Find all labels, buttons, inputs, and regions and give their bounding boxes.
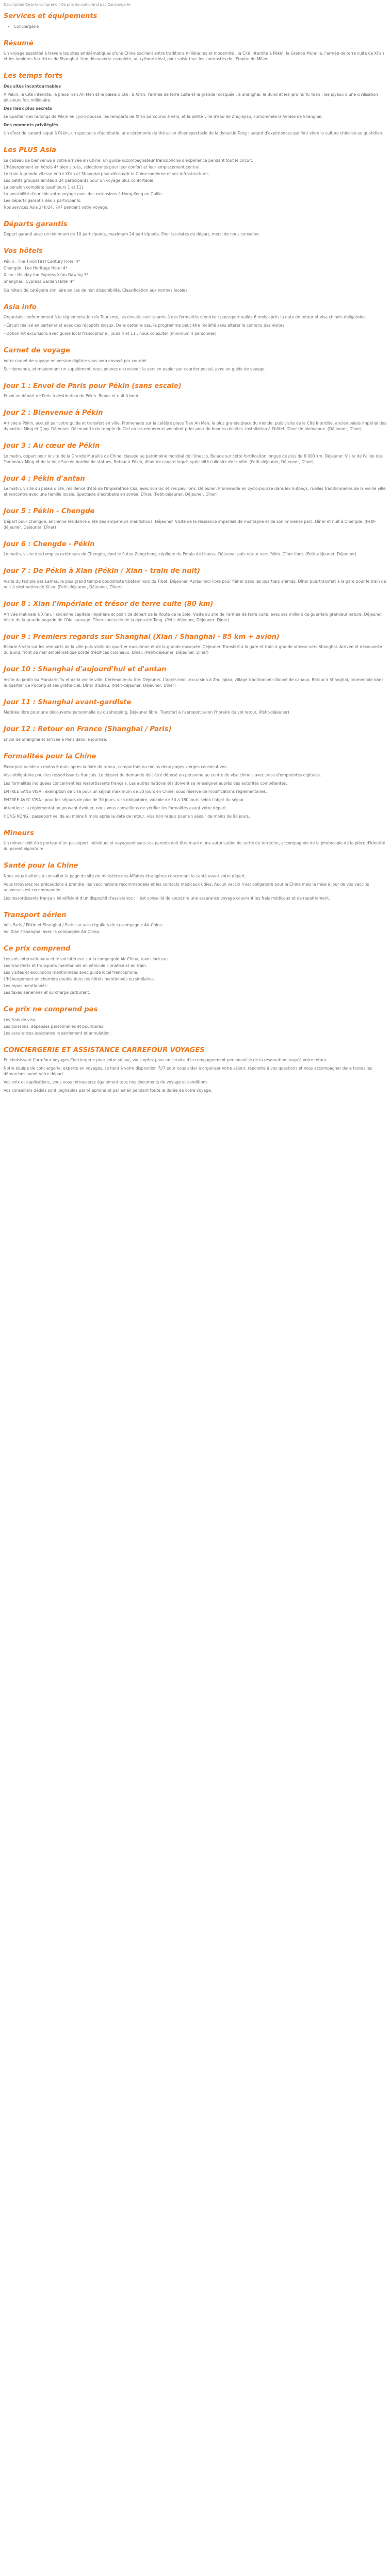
day-heading: Jour 9 : Premiers regards sur Shanghai (Xian / Shanghai - 85 km + avion) [4,633,280,641]
day-heading: Jour 3 : Au cœur de Pékin [4,442,100,450]
sante-text: Les ressortissants français bénéficient d'un dispositif d'assistance : il est conseillé de souscrire une assurance voyage couvrant les frais médicaux et de rapatriement. [4,895,330,901]
formalites-text: ENTRÉE SANS VISA : exemption de visa pour un séjour maximum de 30 jours en Chine, sous réserve de modifications réglementaires. [4,789,267,794]
section-heading-resume: Résumé [4,39,34,47]
day-text: Arrivée matinale à Xi'an, l'ancienne capitale impériale et point de départ de la Route de la Soie. Visite du site de l'armée de terre cuite, avec ses milliers de guerriers grandeur nature. Déjeuner. Visite de la grande pagode de l'Oie sauvage. Dîner-spectacle de la dynastie Tang. (Petit-déjeuner, Déjeuner, Dîner) [4,612,383,622]
section-heading-conciergerie: CONCIERGERIE ET ASSISTANCE CARREFOUR VOYAGES [4,1046,205,1054]
section-heading-mineurs: Mineurs [4,829,34,837]
services-list [4,24,387,29]
hotel-item: Chengde : Lee Heritage Hotel 4* [4,265,68,270]
mineurs-text: Un mineur doit être porteur d'un passeport individuel et voyageant sans ses parents doit être muni d'une autorisation de sortie du territoire, accompagnée de la photocopie de la pièce d'identité du parent signataire. [4,841,385,852]
day-heading: Jour 12 : Retour en France (Shanghai / Paris) [4,725,172,734]
hotel-item: Shanghai : Cypress Garden Hotel 4* [4,279,74,284]
day-heading: Jour 5 : Pékin - Chengde [4,507,95,516]
carnet-text: Sur demande, et moyennant un supplément, vous pouvez en recevoir la version papier par courrier postal, avec un guide de voyage. [4,366,266,371]
day-text: Balade à vélo sur les remparts de la ville puis visite du quartier musulman et de la grande mosquée. Déjeuner. Transfert à la gare et train à grande vitesse vers Shanghai. Arrivée et découverte du Bund, front de mer emblématique bordé d'édifices coloniaux. Dîner. (Petit-déjeuner, Déjeuner, Dîner) [4,645,382,655]
formalites-text: Visa obligatoire pour les ressortissants français. Le dossier de demande doit être déposé en personne au centre de visa chinois avec prise d'empreintes digitales. [4,772,321,777]
prix-comprend-list [4,956,387,995]
section-heading-carnet: Carnet de voyage [4,347,70,355]
day-heading: Jour 7 : De Pékin à Xian (Pékin / Xian - train de nuit) [4,567,201,575]
prix-ne-comprend-list [4,1017,387,1036]
formalites-text: Attention : la réglementation pouvant évoluer, nous vous conseillons de vérifier les formalités avant votre départ. [4,805,227,810]
plus-asia-item: Nos services Asia 24h/24, 7j/7 pendant votre voyage. [4,205,109,210]
temps-forts-text: Un dîner de canard laqué à Pékin, un spectacle d'acrobatie, une cérémonie du thé et un dîner-spectacle de la dynastie Tang : autant d'expériences qui font vivre la culture chinoise au quotidien. [4,130,383,135]
prix-comprend-item: Les taxes aériennes et surcharge carburant. [4,990,90,995]
plus-asia-item: L'hébergement en hôtels 4* bien situés, sélectionnés pour leur confort et leur emplacement central. [4,164,201,170]
section-heading-departs: Départs garantis [4,220,68,228]
conciergerie-text: Vos voix et applications, vous vous retrouverez également tous nos documents de voyage et conditions. [4,1080,209,1085]
section-heading-services: Services et équipements [4,12,97,21]
day-text: Le matin, visite des temples extérieurs de Chengde, dont le Putuo Zongcheng, réplique du Potala de Lhassa. Déjeuner puis retour vers Pékin. Dîner libre. (Petit-déjeuner, Déjeuner) [4,552,356,557]
sante-text: Vous trouverez les précautions à prendre, les vaccinations recommandées et les contacts médicaux utiles. Aucun vaccin n'est obligatoire pour la Chine mais la mise à jour de vos vaccins universels est recommandée. [4,882,369,892]
day-text: Envol de Shanghai et arrivée à Paris dans la journée. [4,737,107,742]
formalites-text: Passeport valide au moins 6 mois après la date de retour, comportant au moins deux pages vierges consécutives. [4,764,228,769]
carnet-text: Votre carnet de voyage en version digitale vous sera envoyé par courriel. [4,358,148,363]
day-text: Le matin, visite du palais d'Été, résidence d'été de l'impératrice Cixi, avec son lac et ses pavillons. Déjeuner. Promenade en cyclo-pousse dans les hutongs, ruelles traditionnelles de la vieille ville, et rencontre avec une famille locale. Spectacle d'acrobatie en soirée. Dîner. (Petit-déjeuner, Déjeuner, Dîner) [4,486,387,497]
section-heading-plus-asia: Les PLUS Asia [4,146,56,154]
day-heading: Jour 2 : Bienvenue à Pékin [4,409,103,417]
day-heading: Jour 6 : Chengde - Pékin [4,540,95,548]
transport-item: Vols Paris / Pékin et Shanghai / Paris sur vols réguliers de la compagnie Air China. [4,923,164,928]
transport-item: Vol Xian / Shanghai avec la compagnie Air China. [4,929,100,935]
prix-comprend-item: Les repas mentionnés. [4,983,48,988]
prix-comprend-item: Les visites et excursions mentionnées avec guide local francophone. [4,970,139,975]
section-heading-hotels: Vos hôtels [4,247,43,256]
conciergerie-text: En choisissant Carrefour Voyages Conciergerie pour votre séjour, vous optez pour un service d'accompagnement personnalisé de la réservation jusqu'à votre retour. [4,1058,328,1063]
prix-ne-comprend-item: Les assurances assistance rapatriement et annulation. [4,1030,111,1036]
temps-forts-subtitle: Des sites incontournables [4,83,61,89]
departs-text: Départ garanti avec un minimum de 10 participants, maximum 24 participants. Pour les dates de départ, merci de nous consulter. [4,232,260,237]
breadcrumb: Description Ce prix comprend | Ce prix ne comprend pas Conciergerie [4,3,131,7]
temps-forts-subtitle: Des lieux plus secrets [4,106,52,111]
day-heading: Jour 1 : Envol de Paris pour Pékin (sans escale) [4,382,182,390]
day-heading: Jour 4 : Pékin d'antan [4,474,85,483]
section-heading-formalites: Formalités pour la Chine [4,753,96,761]
services-item: • Conciergerie [14,24,387,29]
plus-asia-list [4,158,387,210]
formalites-text: ENTRÉE AVEC VISA : pour les séjours de plus de 30 jours, visa obligatoire, valable de 30 à 180 jours selon l'objet du séjour. [4,797,245,802]
resume-text: Un voyage essentiel à travers les sites emblématiques d'une Chine oscillant entre traditions millénaires et modernité : la Cité Interdite à Pékin, la Grande Muraille, l'armée de terre cuite de Xi'an et les lumières futuristes de Shanghai. Une découverte complète, au rythme idéal, pour saisir tous les contrastes de l'Empire du Milieu. [4,51,384,62]
section-heading-transport: Transport aérien [4,911,67,919]
section-heading-temps-forts: Les temps forts [4,72,63,80]
temps-forts-subtitle: Des moments privilégiés [4,122,58,127]
hotels-note: Ou hôtels de catégorie similaire en cas de non disponibilité. Classification aux normes locales. [4,287,189,293]
day-heading: Jour 11 : Shanghai avant-gardiste [4,698,132,706]
formalites-text: Les formalités indiquées concernent les ressortissants français. Les autres nationalités doivent se renseigner auprès des autorités compétentes. [4,781,287,786]
plus-asia-item: La pension complète (sauf jours 1 et 11). [4,184,85,190]
asia-info-text: - Option Kit excursions avec guide local francophone : jours 4 et 11 : nous consulter (minimum 4 personnes). [4,331,218,336]
plus-asia-item: Le cadeau de bienvenue à votre arrivée en Chine, un guide-accompagnateur francophone d'expérience pendant tout le circuit. [4,158,253,163]
prix-comprend-item: Les vols internationaux et le vol intérieur sur la compagnie Air China, taxes incluses. [4,956,170,961]
prix-comprend-item: Les transferts et transports mentionnés en véhicule climatisé et en train. [4,963,148,968]
prix-ne-comprend-item: Les frais de visa. [4,1017,37,1022]
section-heading-prix-comprend: Ce prix comprend [4,945,71,953]
hotel-item: Pékin : The Tivoli First Century Hotel 4* [4,259,80,264]
conciergerie-text: Notre équipe de conciergerie, experte en voyages, se tient à votre disposition 7j/7 pour vous aider à organiser votre séjour, répondre à vos questions et vous accompagner dans toutes les démarches avant votre départ. [4,1066,372,1077]
hotel-item: Xi'an : Holiday Inn Express Xi'an Dawing 3* [4,272,89,277]
sante-text: Nous vous invitons à consulter la page du site du ministère des Affaires étrangères concernant la santé avant votre départ. [4,873,247,878]
asia-info-text: - Circuit réalisé en partenariat avec des réceptifs locaux. Dans certains cas, le programme peut être modifié sans altérer le contenu des visites. [4,323,286,328]
day-text: Le matin, départ pour le site de la Grande Muraille de Chine, classée au patrimoine mondial de l'Unesco. Balade sur cette fortification longue de plus de 6 000 km. Déjeuner. Visite de l'allée des Tombeaux Ming et de la Voie Sacrée bordée de statues. Retour à Pékin, dîner de canard laqué, spécialité culinaire de la ville. (Petit-déjeuner, Déjeuner, Dîner) [4,453,383,464]
conciergerie-text: Vos conseillers dédiés sont joignables par téléphone et par email pendant toute la durée de votre voyage. [4,1088,213,1093]
plus-asia-item: Les départs garantis dès 2 participants. [4,198,82,203]
section-heading-sante: Santé pour la Chine [4,862,78,870]
hotels-list [4,259,387,284]
prix-ne-comprend-item: Les boissons, dépenses personnelles et pourboires. [4,1024,105,1029]
day-text: Arrivée à Pékin, accueil par votre guide et transfert en ville. Promenade sur la célèbre place Tian An Men, la plus grande place du monde, puis visite de la Cité Interdite, ancien palais impérial des dynasties Ming et Qing. Déjeuner. Découverte du temple du Ciel où les empereurs venaient prier pour de bonnes récoltes. Installation à l'hôtel. Dîner de bienvenue. (Déjeuner, Dîner) [4,421,386,432]
transport-list [4,922,387,935]
page-root [0,0,391,1108]
section-heading-asia-info: Asia info [4,303,37,311]
temps-forts-text: Le quartier des hutongs de Pékin en cyclo-pousse, les remparts de Xi'an parcourus à vélo, et la petite ville d'eau de Zhujiajiao, surnommée la Venise de Shanghai. [4,114,323,119]
day-heading: Jour 10 : Shanghai d'aujourd'hui et d'antan [4,666,167,674]
day-text: Départ pour Chengde, ancienne résidence d'été des empereurs mandchous. Déjeuner. Visite de la résidence impériale de montagne et de son immense parc. Dîner et nuit à Chengde. (Petit-déjeuner, Déjeuner, Dîner) [4,519,377,530]
section-heading-prix-ne-comprend: Ce prix ne comprend pas [4,1005,98,1013]
temps-forts-text: À Pékin, la Cité Interdite, la place Tian An Men et le palais d'Été ; à Xi'an, l'armée de terre cuite et la grande mosquée ; à Shanghai, le Bund et les jardins Yu Yuan : les joyaux d'une civilisation plusieurs fois millénaire. [4,92,378,103]
day-heading: Jour 8 : Xian l'impériale et trésor de terre cuite (80 km) [4,600,214,608]
plus-asia-item: Les petits groupes limités à 24 participants pour un voyage plus confortable. [4,178,155,183]
asia-info-text: Organisés conformément à la réglementation du Tourisme, les circuits sont soumis à des formalités d'entrée : passeport valide 6 mois après la date de retour et visa chinois obligatoire. [4,315,366,320]
day-text: Visite du jardin du Mandarin Yu et de la vieille ville. Cérémonie du thé. Déjeuner. L'après-midi, excursion à Zhujiajiao, village traditionnel sillonné de canaux. Retour à Shanghai, promenade dans le quartier de Pudong et ses gratte-ciel. Dîner d'adieu. (Petit-déjeuner, Déjeuner, Dîner) [4,677,384,688]
plus-asia-item: Le train à grande vitesse entre Xi'an et Shanghai pour découvrir la Chine moderne et ses infrastructures. [4,171,210,176]
formalites-text: HONG KONG : passeport valide au moins 6 mois après la date de retour, visa non requis pour un séjour de moins de 90 jours. [4,814,250,819]
plus-asia-item: La possibilité d'enrichir votre voyage avec des extensions à Hong Kong ou Guilin. [4,191,164,196]
prix-comprend-item: L'hébergement en chambre double dans les hôtels mentionnés ou similaires. [4,976,155,981]
day-text: Visite du temple des Lamas, le plus grand temple bouddhiste tibétain hors du Tibet. Déjeuner. Après-midi libre pour flâner dans les quartiers animés. Dîner puis transfert à la gare pour le train de nuit à destination de Xi'an. (Petit-déjeuner, Déjeuner, Dîner) [4,579,386,590]
day-text: Envol au départ de Paris à destination de Pékin. Repas et nuit à bord. [4,394,140,399]
day-text: Matinée libre pour une découverte personnelle ou du shopping. Déjeuner libre. Transfert à l'aéroport selon l'horaire du vol retour. (Petit-déjeuner) [4,710,289,715]
